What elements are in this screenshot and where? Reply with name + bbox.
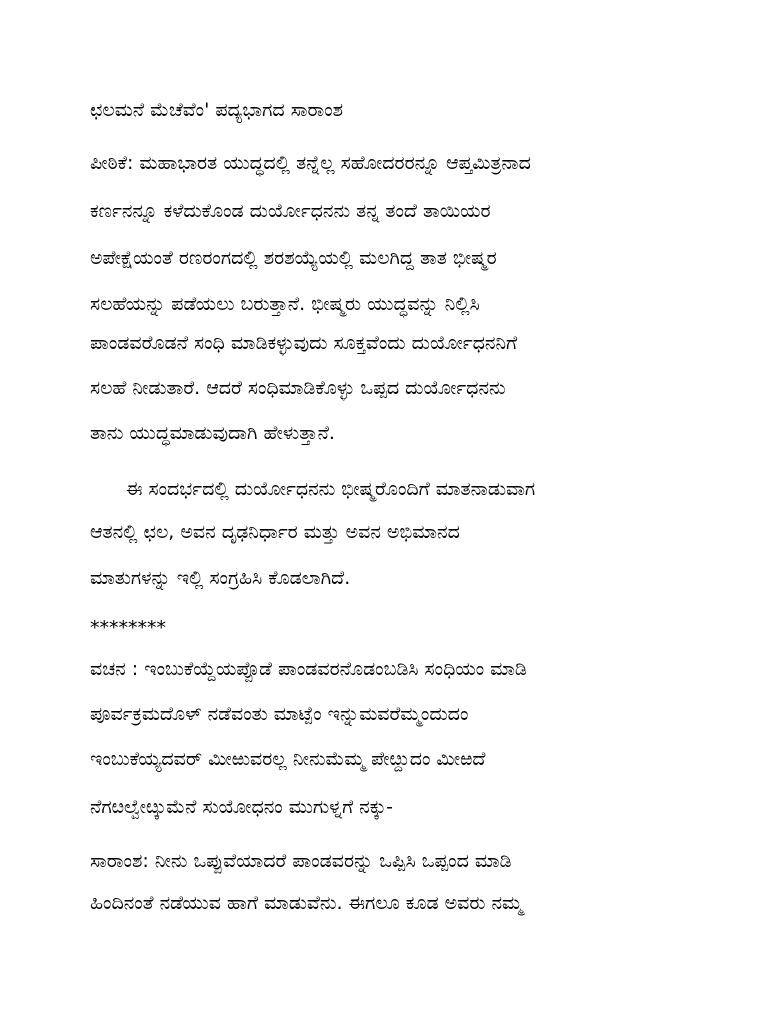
verse-line: ವಚನ : ಇಂಬುಕೆಯ್ದೆಯಪ್ಪೊಡೆ ಪಾಂಡವರನೊಡಂಬಡಿಸಿ ಸಂಧಿಯಂ ಮಾಡಿ [90, 658, 527, 680]
intro-line: ಪಾಂಡವರೊಡನೆ ಸಂಧಿ ಮಾಡಿಕಳ್ಳುವುದು ಸೂಕ್ತವೆಂದು ದುರ್ಯೋಧನನಿಗೆ [90, 332, 518, 354]
intro-line: ಕರ್ಣನನ್ನೂ ಕಳೆದುಕೊಂಡ ದುರ್ಯೋಧನನು ತನ್ನ ತಂದೆ ತಾಯಿಯರ [90, 200, 491, 222]
summary-line: ಹಿಂದಿನಂತೆ ನಡೆಯುವ ಹಾಗೆ ಮಾಡುವೆನು. ಈಗಲೂ ಕೂಡ ಅವರು ನಮ್ಮ [90, 892, 523, 914]
intro-line: ತಾನು ಯುದ್ಧಮಾಡುವುದಾಗಿ ಹೇಳುತ್ತಾನೆ. [90, 422, 335, 444]
intro-line: ಪೀಠಿಕೆ: ಮಹಾಭಾರತ ಯುದ್ಧದಲ್ಲಿ ತನ್ನೆಲ್ಲ ಸಹೋದರರನ್ನೂ ಆಪ್ತಮಿತ್ರನಾದ [90, 152, 531, 174]
verse-line: ನೆಗೞಲ್ವೇೞ್ಕುಮೆನೆ ಸುಯೋಧನಂ ಮುಗುಳ್ನಗೆ ನಕ್ಕು- [90, 796, 393, 818]
intro-line: ಅಪೇಕ್ಷೆಯಂತೆ ರಣರಂಗದಲ್ಲಿ ಶರಶಯ್ಯೆಯಲ್ಲಿ ಮಲಗಿದ್ದ ತಾತ ಭೀಷ್ಮರ [90, 247, 497, 269]
verse-line: ಪೂರ್ವಕ್ರಮದೊಳ್ ನಡೆವಂತು ಮಾಟ್ಪೆಂ ಇನ್ನುಮವರೆಮ್ಮಂದುದಂ [90, 703, 469, 725]
context-line: ಈ ಸಂದರ್ಭದಲ್ಲಿ ದುರ್ಯೋಧನನು ಭೀಷ್ಮರೊಂದಿಗೆ ಮಾತನಾಡುವಾಗ [126, 478, 536, 500]
context-line: ಆತನಲ್ಲಿ ಛಲ, ಅವನ ದೃಢನಿರ್ಧಾರ ಮತ್ತು ಅವನ ಅಭಿಮಾನದ [90, 521, 460, 543]
context-line: ಮಾತುಗಳನ್ನು ಇಲ್ಲಿ ಸಂಗ್ರಹಿಸಿ ಕೊಡಲಾಗಿದೆ. [90, 567, 351, 589]
intro-line: ಸಲಹೆ ನೀಡುತಾರೆ. ಆದರೆ ಸಂಧಿಮಾಡಿಕೊಳ್ಳು ಒಪ್ಪದ ದುರ್ಯೋಧನನು [90, 377, 506, 399]
summary-line: ಸಾರಾಂಶ: ನೀನು ಒಪ್ಪುವೆಯಾದರೆ ಪಾಂಡವರನ್ನು ಒಪ್ಪಿಸಿ ಒಪ್ಪಂದ ಮಾಡಿ [90, 850, 512, 872]
document-title: ಛಲಮನೆ ಮೆಚೆವೆಂ' ಪದ್ಯಭಾಗದ ಸಾರಾಂಶ [90, 99, 344, 121]
intro-line: ಸಲಹೆಯನ್ನು ಪಡೆಯಲು ಬರುತ್ತಾನೆ. ಭೀಷ್ಮರು ಯುದ್ಧವನ್ನು ನಿಲ್ಲಿಸಿ [90, 293, 480, 315]
section-separator: ******** [90, 617, 166, 639]
verse-line: ಇಂಬುಕೆಯ್ಯದವರ್ ಮೀಱುವರಲ್ಲ ನೀನುಮೆಮ್ಮ ಪೇೞ್ದುದಂ ಮೀಱದೆ [90, 748, 486, 770]
